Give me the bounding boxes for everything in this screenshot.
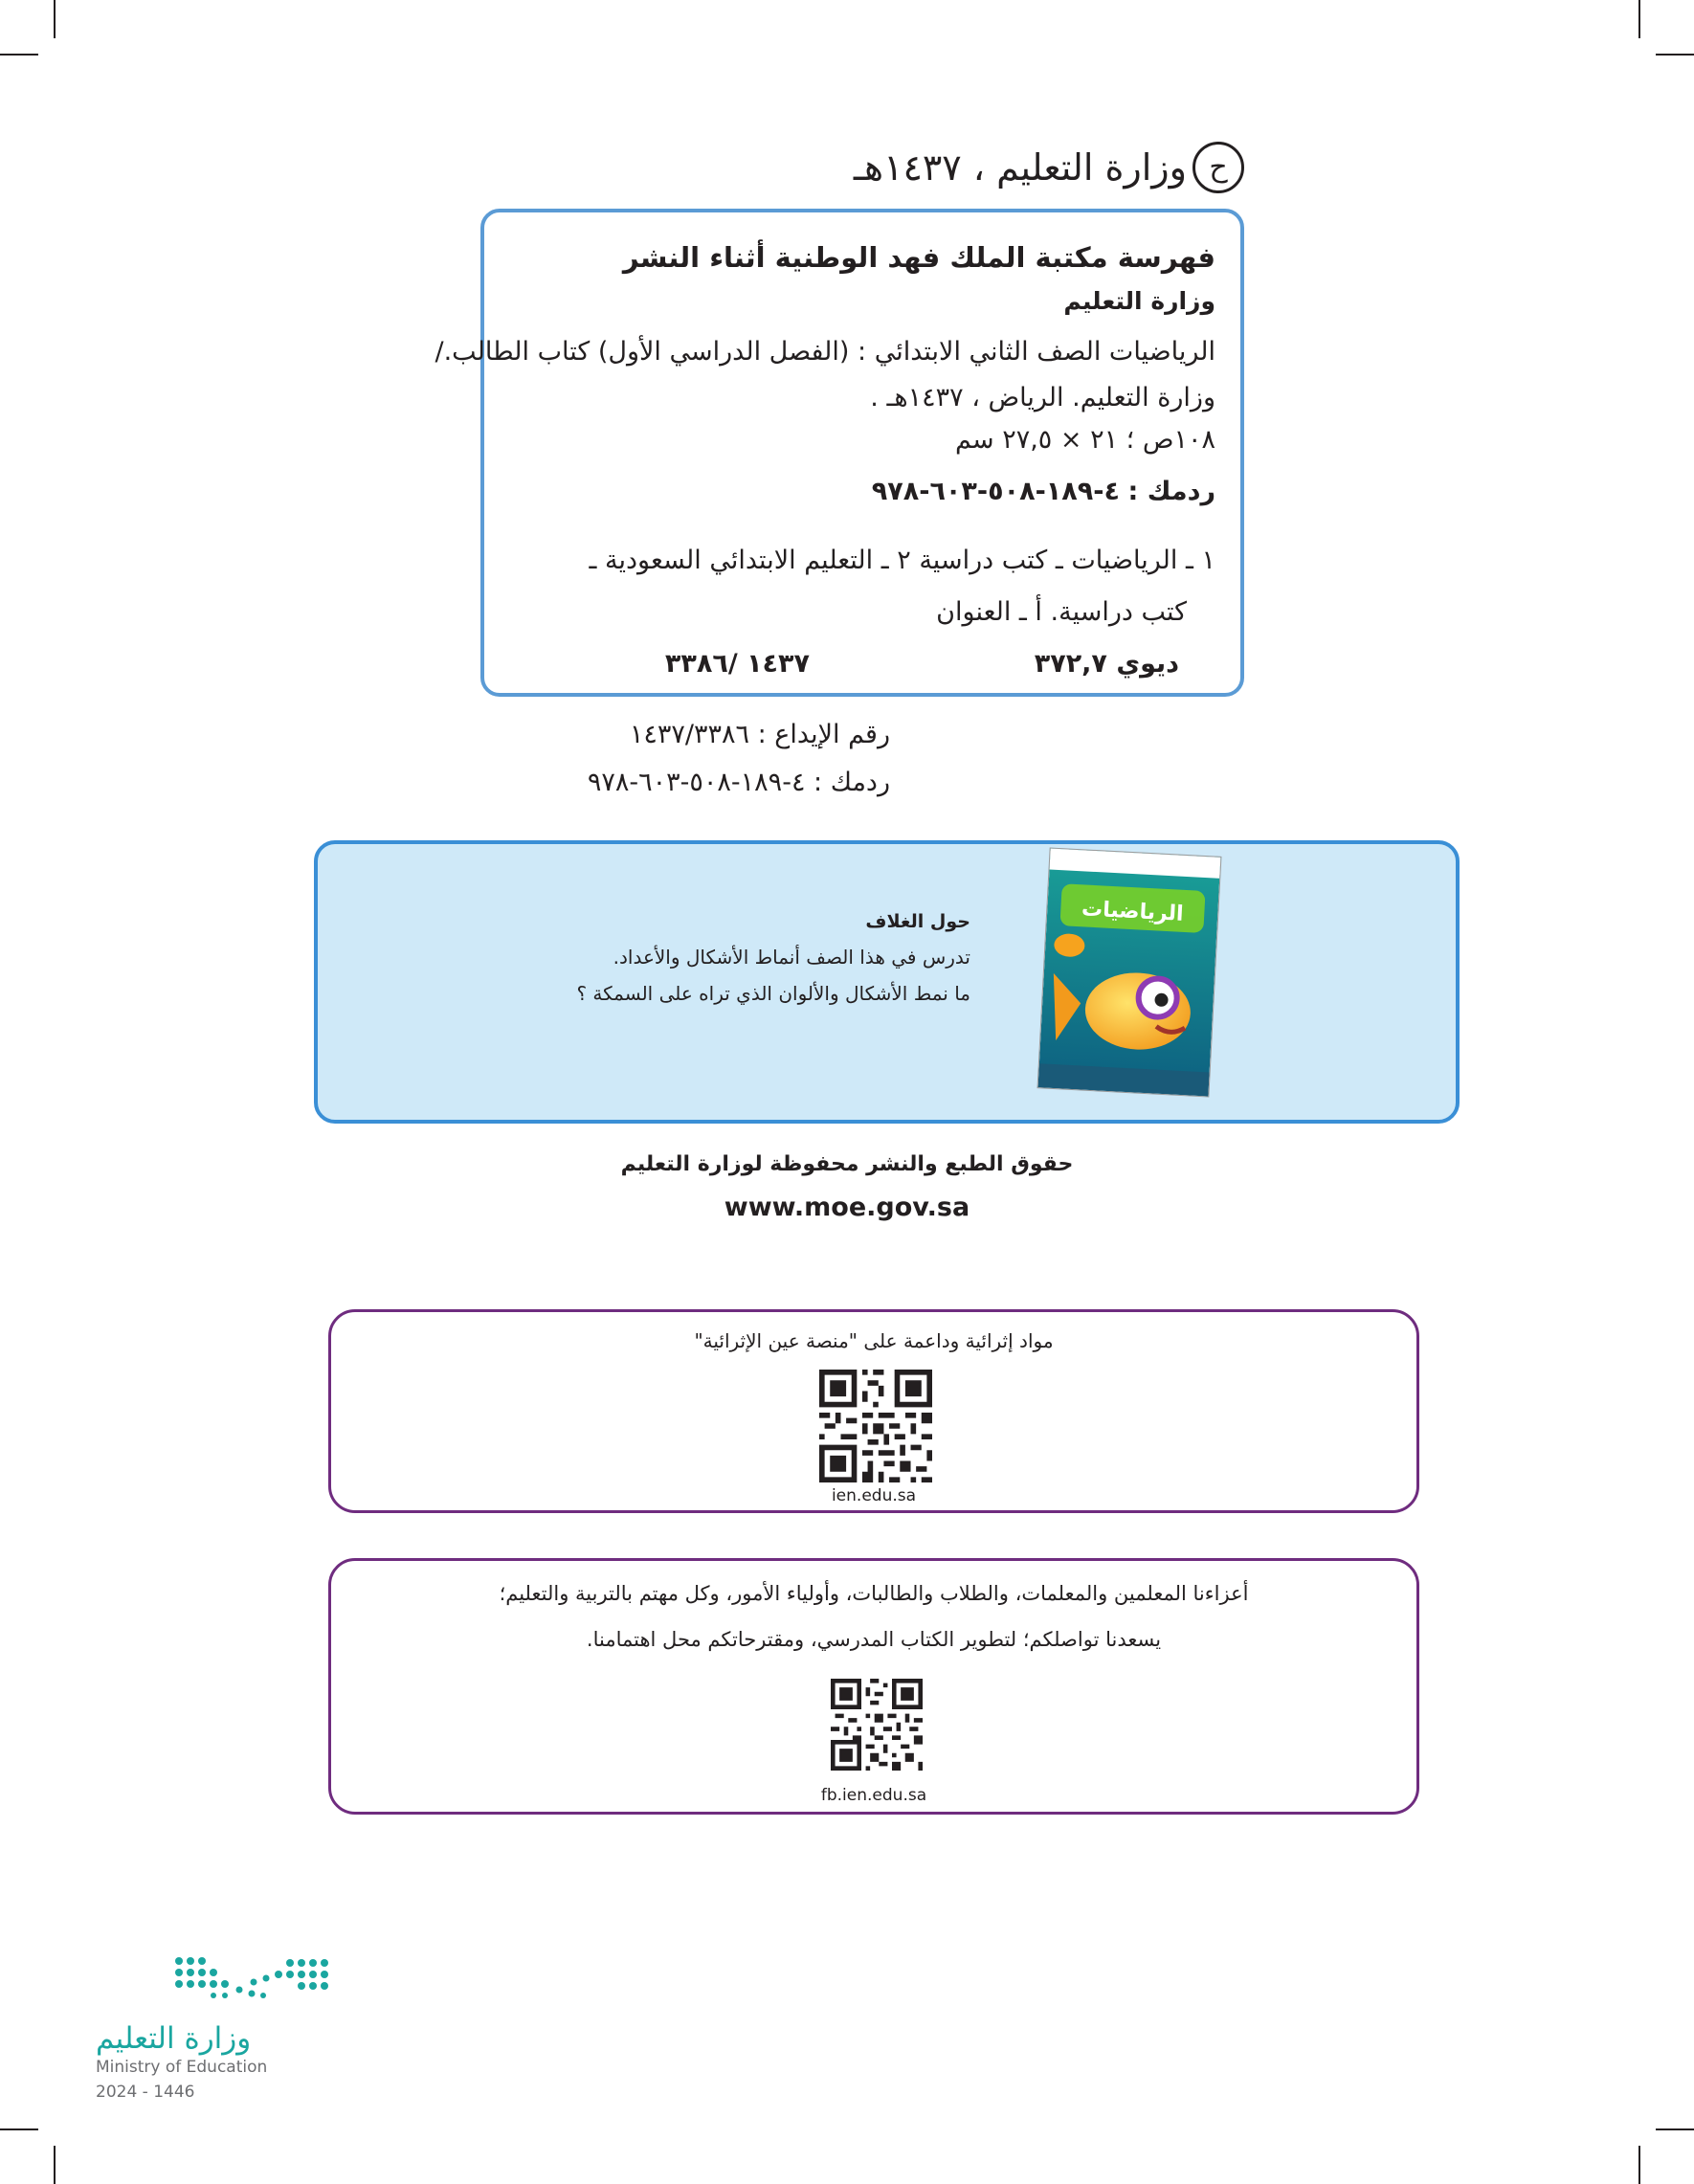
catalog-dewey-value: ٣٧٢,٧ <box>1034 649 1107 679</box>
ministry-name-ar: وزارة التعليم <box>96 2021 252 2056</box>
deposit-number: رقم الإيداع : ١٤٣٧/٣٣٨٦ <box>629 720 890 749</box>
feedback-qr-box <box>328 1558 1419 1815</box>
enrichment-qr-caption[interactable]: ien.edu.sa <box>831 1486 917 1505</box>
catalog-isbn-value: ٤-١٨٩-٥٠٨-٦٠٣-٩٧٨ <box>871 477 1120 506</box>
ministry-name-en: Ministry of Education <box>96 2058 268 2077</box>
crop-mark <box>1638 0 1640 38</box>
catalog-dewey-label: ديوي <box>1116 649 1179 679</box>
qr-code-icon[interactable] <box>819 1370 932 1482</box>
crop-mark <box>0 54 38 56</box>
catalog-author: وزارة التعليم <box>1063 287 1215 315</box>
catalog-deposit-code: ١٤٣٧ /٣٣٨٦ <box>664 649 810 679</box>
catalog-title-line2: وزارة التعليم. الرياض ، ١٤٣٧هـ . <box>870 383 1215 412</box>
cover-line1: تدرس في هذا الصف أنماط الأشكال والأعداد. <box>613 946 970 969</box>
feedback-qr-caption[interactable]: fb.ien.edu.sa <box>820 1786 927 1805</box>
crop-mark <box>0 2128 38 2130</box>
catalog-subjects-line2: كتب دراسية. أ ـ العنوان <box>936 597 1187 627</box>
catalog-box <box>435 209 1244 697</box>
crop-mark <box>1656 2128 1694 2130</box>
copyright-symbol: ح <box>1192 142 1244 193</box>
ministry-year: 2024 - 1446 <box>96 2083 195 2102</box>
cover-thumbnail <box>1037 847 1222 1097</box>
enrichment-qr-box <box>328 1309 1419 1513</box>
cover-thumb-title: الرياضيات <box>1081 897 1185 926</box>
crop-mark <box>54 2146 56 2184</box>
crop-mark <box>1638 2146 1640 2184</box>
qr-code-icon[interactable] <box>831 1679 923 1771</box>
catalog-pages: ١٠٨ص ؛ ٢١ × ٢٧,٥ سم <box>955 425 1215 455</box>
copyright-text: وزارة التعليم ، ١٤٣٧هـ <box>853 146 1187 189</box>
feedback-line1: أعزاءنا المعلمين والمعلمات، والطلاب والطالبات، وأولياء الأمور، وكل مهتم بالتربية والتعليم؛ <box>499 1582 1249 1605</box>
feedback-line2: يسعدنا تواصلكم؛ لتطوير الكتاب المدرسي، ومقترحاتكم محل اهتمامنا. <box>586 1628 1162 1651</box>
catalog-title-line1: الرياضيات الصف الثاني الابتدائي : (الفصل الدراسي الأول) كتاب الطالب./ <box>435 337 1215 367</box>
copyright-notice: حقوق الطبع والنشر محفوظة لوزارة التعليم <box>620 1152 1074 1176</box>
catalog-dewey <box>1035 649 1179 679</box>
catalog-heading: فهرسة مكتبة الملك فهد الوطنية أثناء النشر <box>622 241 1215 274</box>
crop-mark <box>1656 54 1694 56</box>
enrichment-qr-title: مواد إثرائية وداعمة على "منصة عين الإثرائية" <box>694 1329 1054 1352</box>
fish-cover-image <box>1038 849 1221 1097</box>
cover-line2: ما نمط الأشكال والألوان الذي تراه على السمكة ؟ <box>576 982 970 1005</box>
crop-mark <box>54 0 56 38</box>
deposit-isbn: ردمك : ٤-١٨٩-٥٠٨-٦٠٣-٩٧٨ <box>587 768 890 797</box>
website-link[interactable]: www.moe.gov.sa <box>724 1192 970 1222</box>
copyright-line <box>854 142 1244 193</box>
catalog-subjects-line1: ١ ـ الرياضيات ـ كتب دراسية ٢ ـ التعليم الابتدائي السعودية ـ <box>589 546 1215 575</box>
cover-heading: حول الغلاف <box>865 911 970 932</box>
catalog-isbn-label: ردمك : <box>1127 477 1215 506</box>
catalog-isbn <box>872 477 1215 506</box>
